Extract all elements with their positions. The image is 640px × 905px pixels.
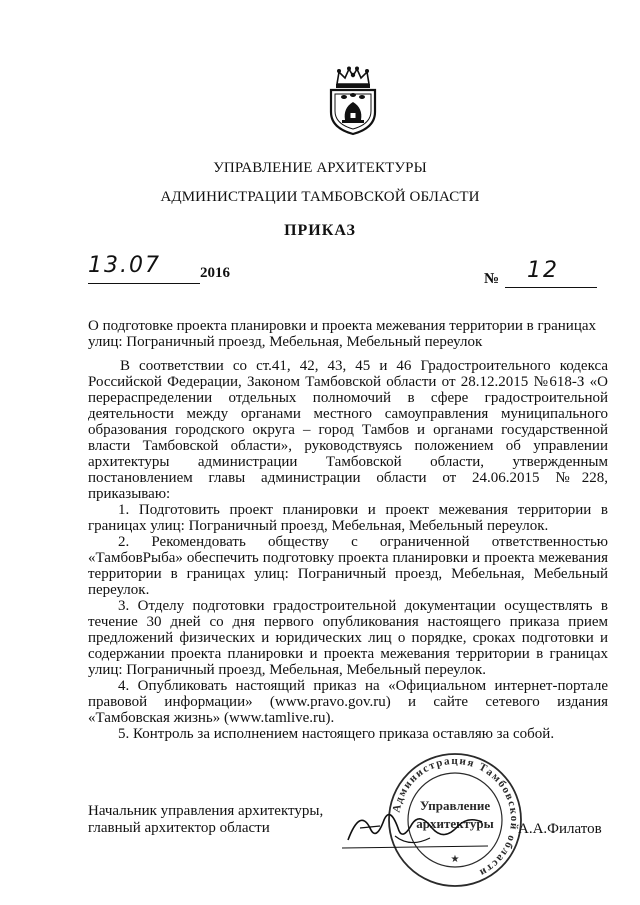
order-item-2: 2. Рекомендовать обществу с ограниченной ответственностью «ТамбовРыба» обеспечить подготовку проекта планировки и проекта межевания территории в границах улиц: Пограничный проезд, Мебельная, Мебельный переулок. bbox=[88, 534, 608, 598]
stamp-center-line1: Управление bbox=[419, 798, 491, 813]
org-name-line1: УПРАВЛЕНИЕ АРХИТЕКТУРЫ bbox=[213, 160, 427, 176]
order-year: 2016 bbox=[200, 265, 230, 281]
order-item-4: 4. Опубликовать настоящий приказ на «Официальном интернет-портале правовой информации» (www.pravo.gov.ru) и сайте сетевого издания «Тамбовская жизнь» (www.tamlive.ru). bbox=[88, 678, 608, 726]
order-item-1: 1. Подготовить проект планировки и проект межевания территории в границах улиц: Пограничный проезд, Мебельная, Мебельный переулок. bbox=[88, 502, 608, 534]
signer-position-line1: Начальник управления архитектуры, bbox=[88, 803, 324, 819]
document-type: ПРИКАЗ bbox=[284, 222, 356, 239]
stamp-star-icon: ★ bbox=[450, 854, 460, 865]
order-date-field bbox=[88, 253, 200, 284]
preamble: В соответствии со ст.41, 42, 43, 45 и 46 Градостроительного кодекса Российской Федерации, Законом Тамбовской области от 28.12.2015 №618-З «О перераспределении отдельных полномочий в сфере градостроительной деятельности между органами местного самоуправления муниципального образования городского округа – город Тамбов и органами государственной власти Тамбовской области», руководствуясь положением об управлении архитектуры администрации Тамбовской области, утвержденным постановлением главы администрации области от 24.06.2015 №228, приказываю: bbox=[88, 358, 608, 502]
handwritten-number: 12 bbox=[527, 258, 559, 283]
signer-position-line2: главный архитектор области bbox=[88, 820, 270, 836]
stamp-center-line2: архитектуры bbox=[416, 816, 494, 831]
number-sign: № bbox=[484, 271, 500, 287]
coat-of-arms-icon bbox=[325, 66, 381, 136]
order-item-5: 5. Контроль за исполнением настоящего приказа оставляю за собой. bbox=[118, 726, 555, 742]
order-number-field bbox=[505, 258, 597, 288]
handwritten-date: 13.07 bbox=[88, 253, 161, 278]
signer-position bbox=[88, 803, 323, 837]
signer-name: А.А.Филатов bbox=[518, 821, 602, 837]
org-name-line2: АДМИНИСТРАЦИИ ТАМБОВСКОЙ ОБЛАСТИ bbox=[160, 189, 480, 205]
order-item-3: 3. Отделу подготовки градостроительной документации осуществлять в течение 30 дней со дня первого опубликования настоящего приказа прием предложений физических и юридических лиц о порядке, сроках подготовки и содержании проекта планировки и проекта межевания территории в границах улиц: Пограничный проезд, Мебельная, Мебельный переулок. bbox=[88, 598, 608, 678]
stamp-ring-text: Администрация Тамбовской области bbox=[390, 754, 521, 880]
handwritten-signature bbox=[340, 798, 490, 858]
order-subject: О подготовке проекта планировки и проекта межевания территории в границах улиц: Пограничный проезд, Мебельная, Мебельный переулок bbox=[88, 318, 597, 350]
order-body bbox=[88, 358, 608, 742]
